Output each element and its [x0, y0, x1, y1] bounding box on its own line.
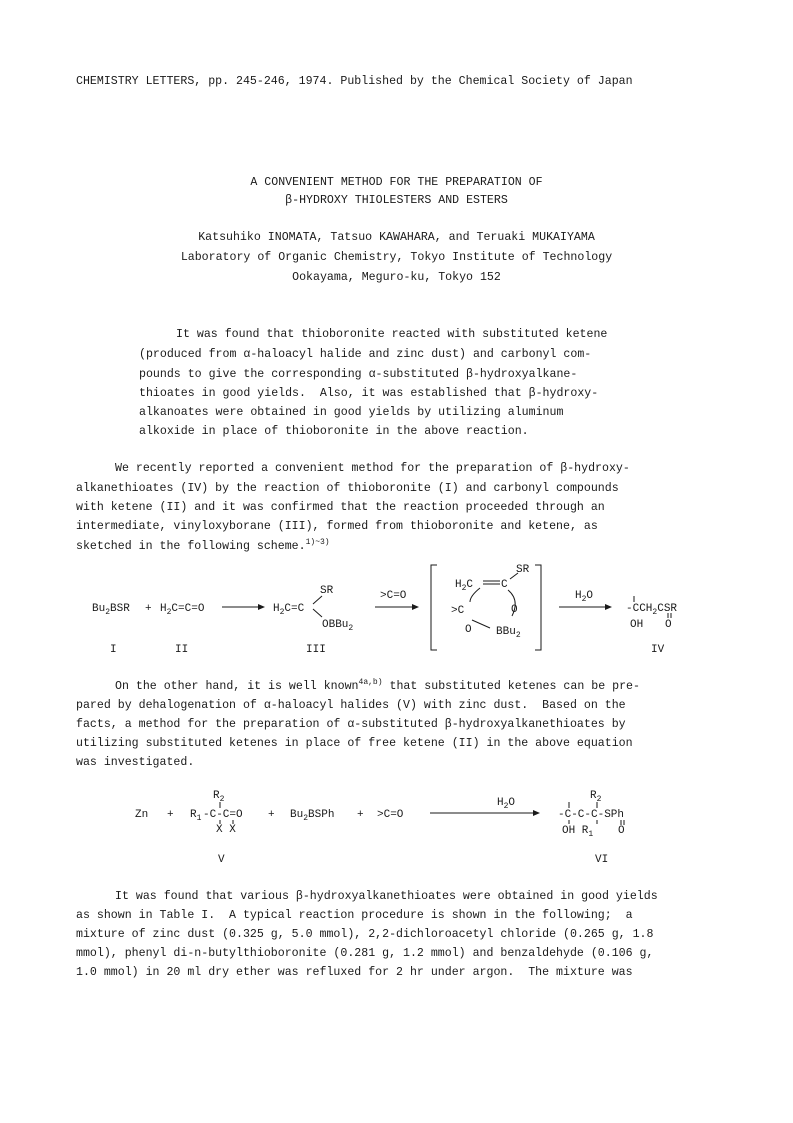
vi-r2: $R_2$ [590, 790, 602, 804]
arrowhead [533, 810, 540, 816]
label-iii: III [306, 644, 326, 656]
abstract-line: It was found that thioboronite reacted with substituted ketene [176, 328, 608, 341]
paragraph-line: alkanethioates (IV) by the reaction of thioboronite (I) and carbonyl compounds [76, 482, 619, 495]
journal-header: CHEMISTRY LETTERS, pp. 245-246, 1974. Published by the Chemical Society of Japan [76, 75, 633, 88]
plus-sign: + [357, 809, 364, 821]
label-v: V [218, 854, 225, 865]
reagent-water: $H_2O$ [497, 797, 516, 811]
group-sr: SR [320, 585, 334, 597]
plus-sign: + [145, 603, 152, 615]
paragraph-line [76, 540, 330, 554]
reaction-scheme-1 [0, 560, 793, 660]
bond [313, 596, 322, 604]
paragraph-line: 1.0 mmol) in 20 ml dry ether was refluxed for 2 hr under argon. The mixture was [76, 966, 633, 979]
ts-carbonyl-carbon: >C [451, 605, 465, 617]
v-r1: $R_1$ [190, 809, 202, 823]
ts-carbon: C [501, 579, 508, 591]
title-line-2: β-HYDROXY THIOLESTERS AND ESTERS [285, 194, 508, 207]
group-obbu: OBBu$_2$ [322, 619, 354, 633]
authors: Katsuhiko INOMATA, Tatsuo KAWAHARA, and Teruaki MUKAIYAMA [198, 231, 595, 244]
ts-sr: SR [516, 564, 530, 576]
reference-marker: 1)~3) [305, 538, 330, 548]
reagent-carbonyl: >C=O [377, 809, 404, 821]
paragraph-line: with ketene (II) and it was confirmed that the reaction proceeded through an [76, 501, 605, 514]
affiliation-line-1: Laboratory of Organic Chemistry, Tokyo Institute of Technology [180, 251, 613, 264]
reagent-thioboronite: $Bu_2BSPh$ [290, 809, 335, 823]
paragraph-text: that substituted ketenes can be pre- [389, 680, 640, 693]
paragraph-line: We recently reported a convenient method for the preparation of β-hydroxy- [115, 462, 630, 475]
abstract-line: pounds to give the corresponding α-substituted β-hydroxyalkane- [139, 368, 578, 381]
v-r2: $R_2$ [213, 790, 225, 804]
paragraph-line: utilizing substituted ketenes in place of free ketene (II) in the above equation [76, 737, 633, 750]
paragraph-line: was investigated. [76, 756, 195, 769]
label-ii: II [175, 644, 189, 656]
product-thioate: $-CCH_2CSR$ [626, 603, 678, 617]
reagent-water: $H_2O$ [575, 590, 594, 604]
paragraph-line: mixture of zinc dust (0.325 g, 5.0 mmol), 2,2-dichloroacetyl chloride (0.265 g, 1.8 [76, 928, 654, 941]
abstract-line: thioates in good yields. Also, it was established that β-hydroxy- [139, 387, 599, 400]
ts-oxygen-1: O [465, 624, 472, 636]
abstract-line: alkoxide in place of thioboronite in the above reaction. [139, 425, 529, 438]
v-chain: -C-C=O [203, 809, 243, 821]
paragraph-line: intermediate, vinyloxyborane (III), formed from thioboronite and ketene, as [76, 520, 598, 533]
plus-sign: + [268, 809, 275, 821]
ts-ch2: $H_2C$ [455, 579, 474, 593]
reagent-carbonyl: >C=O [380, 590, 407, 602]
bracket-left [431, 565, 437, 650]
paragraph-line: pared by dehalogenation of α-haloacyl halides (V) with zinc dust. Based on the [76, 699, 626, 712]
label-iv: IV [651, 644, 665, 656]
arrowhead [258, 604, 265, 610]
paragraph-line: facts, a method for the preparation of α-substituted β-hydroxyalkanethioates by [76, 718, 626, 731]
arrowhead [412, 604, 419, 610]
reactant-ketene: $H_2C=C=O$ [160, 603, 205, 617]
product-o: O [665, 619, 672, 631]
bond [472, 620, 490, 628]
reactant-thioboronite: $Bu_2BSR$ [92, 603, 130, 617]
abstract-line: alkanoates were obtained in good yields by utilizing aluminum [139, 406, 564, 419]
product-oh: OH [630, 619, 644, 631]
paragraph-line: It was found that various β-hydroxyalkanethioates were obtained in good yields [115, 890, 658, 903]
abstract-line: (produced from α-haloacyl halide and zinc dust) and carbonyl com- [139, 348, 592, 361]
bond [313, 609, 322, 617]
paragraph-text: sketched in the following scheme. [76, 540, 306, 553]
paragraph-text: On the other hand, it is well known [115, 680, 359, 693]
title-line-1: A CONVENIENT METHOD FOR THE PREPARATION OF [250, 176, 543, 189]
paragraph-line: as shown in Table I. A typical reaction procedure is shown in the following; a [76, 909, 633, 922]
bracket-right [535, 565, 541, 650]
label-i: I [110, 644, 117, 656]
arrowhead [605, 604, 612, 610]
ts-boron: BBu$_2$ [496, 626, 521, 640]
affiliation-line-2: Ookayama, Meguro-ku, Tokyo 152 [292, 271, 501, 284]
ts-oxygen-2: O [511, 604, 518, 616]
v-halogens: X X [216, 824, 236, 836]
vi-chain: -C-C-C-SPh [558, 809, 625, 821]
label-vi: VI [595, 854, 609, 865]
vi-o: O [618, 825, 625, 837]
reactant-zinc: Zn [135, 809, 149, 821]
paragraph-line [115, 680, 640, 694]
vi-oh-r1: OH $R_1$ [562, 825, 594, 839]
intermediate-vinyloxyborane: $H_2C=C$ [273, 603, 305, 617]
reference-marker: 4a,b) [358, 678, 383, 688]
paragraph-line: mmol), phenyl di-n-butylthioboronite (0.281 g, 1.2 mmol) and benzaldehyde (0.106 g, [76, 947, 654, 960]
plus-sign: + [167, 809, 174, 821]
reaction-scheme-2 [0, 785, 793, 865]
